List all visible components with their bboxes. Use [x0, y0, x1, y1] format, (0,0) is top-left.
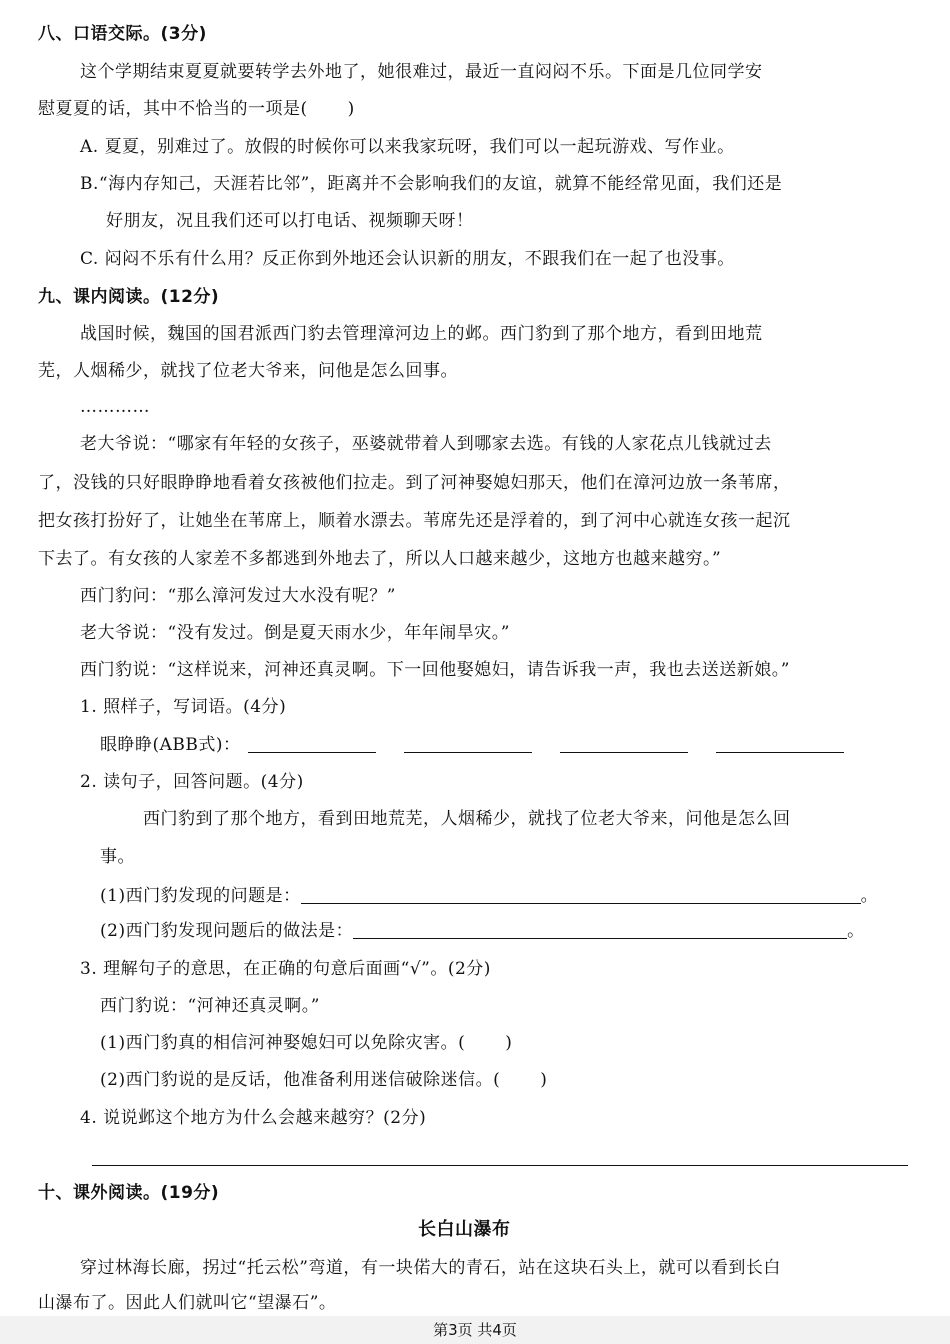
question-2: 2. 读句子，回答问题。(4分) [80, 772, 304, 792]
section-9-heading: 九、课内阅读。(12分) [38, 287, 220, 307]
question-2-2: (2)西门豹发现问题后的做法是： 。 [100, 921, 865, 941]
reading-line: 西门豹问：“那么漳河发过大水没有呢？” [80, 586, 396, 606]
answer-blank[interactable] [404, 736, 532, 753]
answer-line[interactable] [92, 1165, 908, 1166]
answer-blank[interactable] [560, 736, 688, 753]
question-2-sentence: 事。 [100, 847, 135, 867]
ellipsis: ………… [80, 397, 150, 417]
question-3: 3. 理解句子的意思，在正确的句意后面画“√”。(2分) [80, 959, 491, 979]
question-3-quote: 西门豹说：“河神还真灵啊。” [100, 996, 320, 1016]
reading-line: 战国时候，魏国的国君派西门豹去管理漳河边上的邺。西门豹到了那个地方，看到田地荒 [80, 324, 763, 344]
option-b-line2: 好朋友，况且我们还可以打电话、视频聊天呀！ [106, 211, 474, 231]
answer-blank[interactable] [301, 887, 861, 904]
s8-question-line: 慰夏夏的话，其中不恰当的一项是( ) [38, 99, 355, 119]
question-1-example: 眼睁睁(ABB式)： [100, 733, 844, 757]
reading-line: 下去了。有女孩的人家差不多都逃到外地去了，所以人口越来越少，这地方也越来越穷。” [38, 549, 722, 569]
page-footer: 第3页 共4页 [0, 1316, 950, 1344]
passage-title: 长白山瀑布 [418, 1219, 511, 1240]
question-4: 4. 说说邺这个地方为什么会越来越穷？(2分) [80, 1108, 427, 1128]
reading-line: 了，没钱的只好眼睁睁地看着女孩被他们拉走。到了河神娶媳妇那天，他们在漳河边放一条苇席， [38, 473, 791, 493]
reading-line: 老大爷说：“没有发过。倒是夏天雨水少，年年闹旱灾。” [80, 623, 510, 643]
answer-blank[interactable] [716, 736, 844, 753]
section-8-heading: 八、口语交际。(3分) [38, 24, 207, 44]
answer-blank[interactable] [353, 922, 847, 939]
reading-line: 芜，人烟稀少，就找了位老大爷来，问他是怎么回事。 [38, 361, 458, 381]
s8-paragraph-line: 这个学期结束夏夏就要转学去外地了，她很难过，最近一直闷闷不乐。下面是几位同学安 [80, 62, 763, 82]
section-10-heading: 十、课外阅读。(19分) [38, 1183, 220, 1203]
reading-line: 把女孩打扮好了，让她坐在苇席上，顺着水漂去。苇席先还是浮着的，到了河中心就连女孩一起沉 [38, 511, 791, 531]
reading-line: 老大爷说：“哪家有年轻的女孩子，巫婆就带着人到哪家去选。有钱的人家花点儿钱就过去 [80, 434, 772, 454]
question-3-option-1: (1)西门豹真的相信河神娶媳妇可以免除灾害。( ) [100, 1033, 513, 1053]
passage-line: 穿过林海长廊，拐过“托云松”弯道，有一块偌大的青石，站在这块石头上，就可以看到长白 [80, 1258, 781, 1278]
question-3-option-2: (2)西门豹说的是反话，他准备利用迷信破除迷信。( ) [100, 1070, 548, 1090]
option-b-line1: B.“海内存知己，天涯若比邻”，距离并不会影响我们的友谊，就算不能经常见面，我们还是 [80, 174, 783, 194]
answer-blank[interactable] [248, 736, 376, 753]
passage-line: 山瀑布了。因此人们就叫它“望瀑石”。 [38, 1293, 337, 1313]
option-c: C. 闷闷不乐有什么用？反正你到外地还会认识新的朋友，不跟我们在一起了也没事。 [80, 249, 735, 269]
question-2-1: (1)西门豹发现的问题是： 。 [100, 886, 879, 906]
reading-line: 西门豹说：“这样说来，河神还真灵啊。下一回他娶媳妇，请告诉我一声，我也去送送新娘。” [80, 660, 790, 680]
question-1: 1. 照样子，写词语。(4分) [80, 697, 287, 717]
option-a: A. 夏夏，别难过了。放假的时候你可以来我家玩呀，我们可以一起玩游戏、写作业。 [80, 137, 735, 157]
question-2-sentence: 西门豹到了那个地方，看到田地荒芜，人烟稀少，就找了位老大爷来，问他是怎么回 [143, 809, 791, 829]
